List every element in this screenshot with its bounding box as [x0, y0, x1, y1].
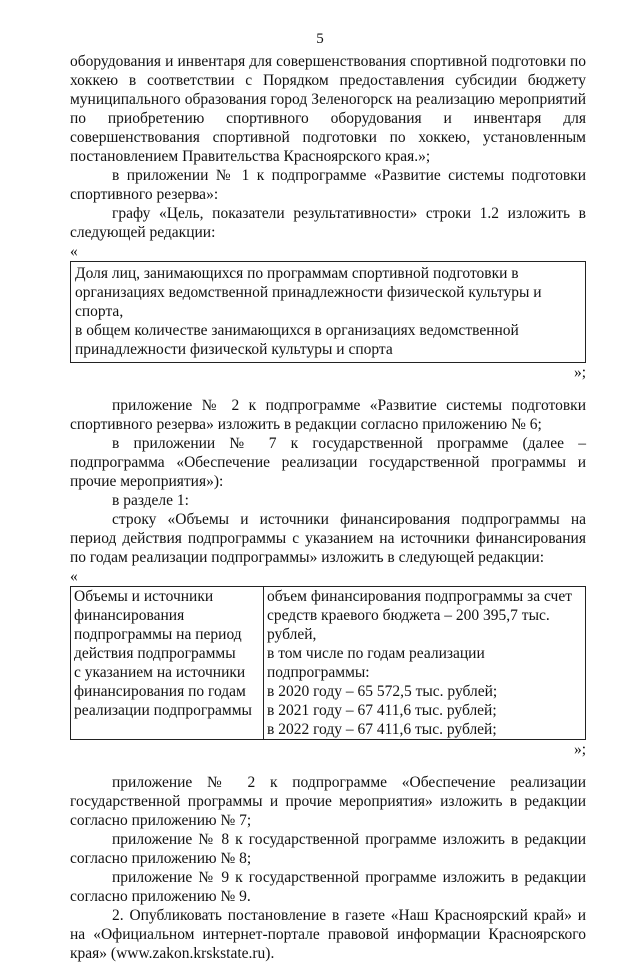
table-cell-value: объем финансирования подпрограммы за счет средств краевого бюджета – 200 395,7 тыс. рублей, в том числе по годам реализации подпрограммы: в 2020 году – 65 572,5 тыс. рублей; в 2021 году – 67 411,6 тыс. рублей; в 2022 году – 67 411,6 тыс. рублей;: [264, 587, 586, 740]
box-line: в общем количестве занимающихся в организациях ведомственной: [75, 322, 519, 339]
paragraph-continuation: оборудования и инвентаря для совершенствования спортивной подготовки по хоккею в соответствии с Порядком предоставления субсидии бюджету муниципального образования город Зеленогорск на реализацию мероприятий по приобретению спортивного оборудования и инвентаря для совершенствования спортивной подготовки по хоккею, установленным постановлением Правительства Красноярского края.»;: [70, 53, 586, 165]
paragraph-appendix-2-sub: приложение № 2 к подпрограмме «Обеспечение реализации государственной программы и прочие мероприятия» изложить в редакции согласно приложению № 7;: [70, 774, 586, 829]
paragraph-section-1: в разделе 1:: [112, 492, 189, 509]
table-row: [71, 587, 586, 740]
paragraph-appendix-8: приложение № 8 к государственной программе изложить в редакции согласно приложению № 8;: [70, 831, 586, 867]
close-quote: »;: [573, 364, 586, 381]
paragraph-row-funding: строку «Объемы и источники финансирования подпрограммы на период действия подпрограммы с указанием на источники финансирования по годам реализации подпрограммы» изложить в следующей редакции:: [70, 511, 586, 566]
box-line: организациях ведомственной принадлежности физической культуры и спорта,: [75, 284, 542, 320]
page-number: 5: [316, 31, 324, 47]
paragraph-column-goal: графу «Цель, показатели результативности» строки 1.2 изложить в следующей редакции:: [70, 205, 586, 241]
funding-table: [70, 586, 586, 740]
paragraph-appendix-9: приложение № 9 к государственной программе изложить в редакции согласно приложению № 9.: [70, 869, 586, 905]
indicator-box: [70, 261, 586, 363]
box-line: Доля лиц, занимающихся по программам спортивной подготовки в: [75, 265, 519, 282]
paragraph-appendix-2: приложение № 2 к подпрограмме «Развитие системы подготовки спортивного резерва» изложить в редакции согласно приложению № 6;: [70, 397, 586, 433]
paragraph-publish: 2. Опубликовать постановление в газете «Наш Красноярский край» и на «Официальном интернет-портале правовой информации Красноярского края» (www.zakon.krskstate.ru).: [70, 907, 586, 962]
table-cell-label: Объемы и источники финансирования подпрограммы на период действия подпрограммы с указанием на источники финансирования по годам реализации подпрограммы: [71, 587, 264, 740]
paragraph-appendix-1: в приложении № 1 к подпрограмме «Развитие системы подготовки спортивного резерва»:: [70, 167, 586, 203]
close-quote: »;: [573, 741, 586, 758]
document-body: [70, 52, 586, 963]
paragraph-appendix-7: в приложении № 7 к государственной программе (далее – подпрограмма «Обеспечение реализации государственной программы и прочие мероприятия»):: [70, 435, 586, 490]
open-quote: «: [70, 568, 78, 585]
open-quote: «: [70, 243, 78, 260]
box-line: принадлежности физической культуры и спорта: [75, 341, 393, 358]
